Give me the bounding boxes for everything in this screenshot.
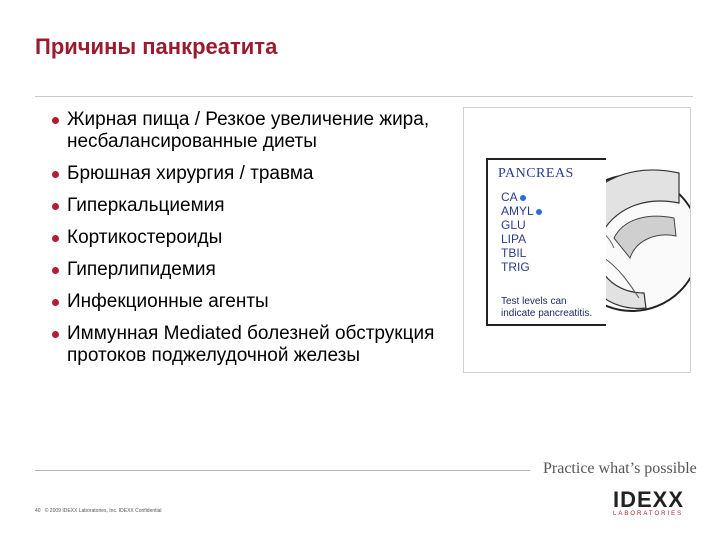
- company-logo: [613, 489, 691, 517]
- lab-item: [501, 204, 542, 218]
- lab-label: LIPA: [501, 232, 527, 246]
- lab-label: TBIL: [501, 246, 527, 260]
- lab-label: AMYL: [501, 204, 534, 218]
- bullet-item: [52, 323, 492, 367]
- bullet-dot: [52, 171, 59, 178]
- bullet-text: Брюшная хирургия / травма: [67, 163, 314, 184]
- footer-legal: [35, 508, 162, 514]
- indicator-dot-icon: [536, 209, 542, 215]
- page-number: 40: [35, 508, 41, 514]
- tagline: Practice what’s possible: [543, 460, 697, 477]
- lab-item: [501, 260, 542, 274]
- bullet-text: Иммунная Mediated болезней обструкция протоков поджелудочной железы: [67, 323, 435, 366]
- bullet-dot: [52, 235, 59, 242]
- bullet-dot: [52, 267, 59, 274]
- lab-label: TRIG: [501, 260, 530, 274]
- lab-item: [501, 218, 542, 232]
- bullet-dot: [52, 117, 59, 124]
- bullet-item: [52, 195, 492, 217]
- bullet-text: Гиперлипидемия: [67, 259, 216, 280]
- lab-item: [501, 190, 542, 204]
- bullet-item: [52, 163, 492, 185]
- bullet-item: [52, 259, 492, 281]
- footer-divider: [35, 470, 530, 471]
- bullet-list: [52, 109, 492, 377]
- lab-label: CA: [501, 190, 518, 204]
- bullet-text: Инфекционные агенты: [67, 291, 269, 312]
- lab-item: [501, 246, 542, 260]
- bullet-item: [52, 291, 492, 313]
- bullet-text: Гиперкальциемия: [67, 195, 225, 216]
- bullet-item: [52, 227, 492, 249]
- bullet-dot: [52, 331, 59, 338]
- pancreas-figure: [463, 107, 691, 373]
- title-divider: [35, 96, 693, 97]
- bullet-dot: [52, 203, 59, 210]
- copyright: © 2009 IDEXX Laboratories, Inc. IDEXX Confidential: [44, 508, 162, 514]
- figure-heading: PANCREAS: [498, 166, 574, 181]
- lab-list: [501, 190, 542, 274]
- logo-brand: IDEXX: [613, 487, 685, 512]
- lab-label: GLU: [501, 218, 526, 232]
- bullet-text: Кортикостероиды: [67, 227, 223, 248]
- slide-title: Причины панкреатита: [35, 34, 278, 59]
- bullet-item: [52, 109, 492, 153]
- figure-caption: Test levels can indicate pancreatitis.: [501, 296, 593, 319]
- bullet-dot: [52, 299, 59, 306]
- lab-item: [501, 232, 542, 246]
- bullet-text: Жирная пища / Резкое увеличение жира, несбалансированные диеты: [67, 109, 430, 152]
- indicator-dot-icon: [520, 195, 526, 201]
- logo-subtitle: LABORATORIES: [613, 511, 684, 517]
